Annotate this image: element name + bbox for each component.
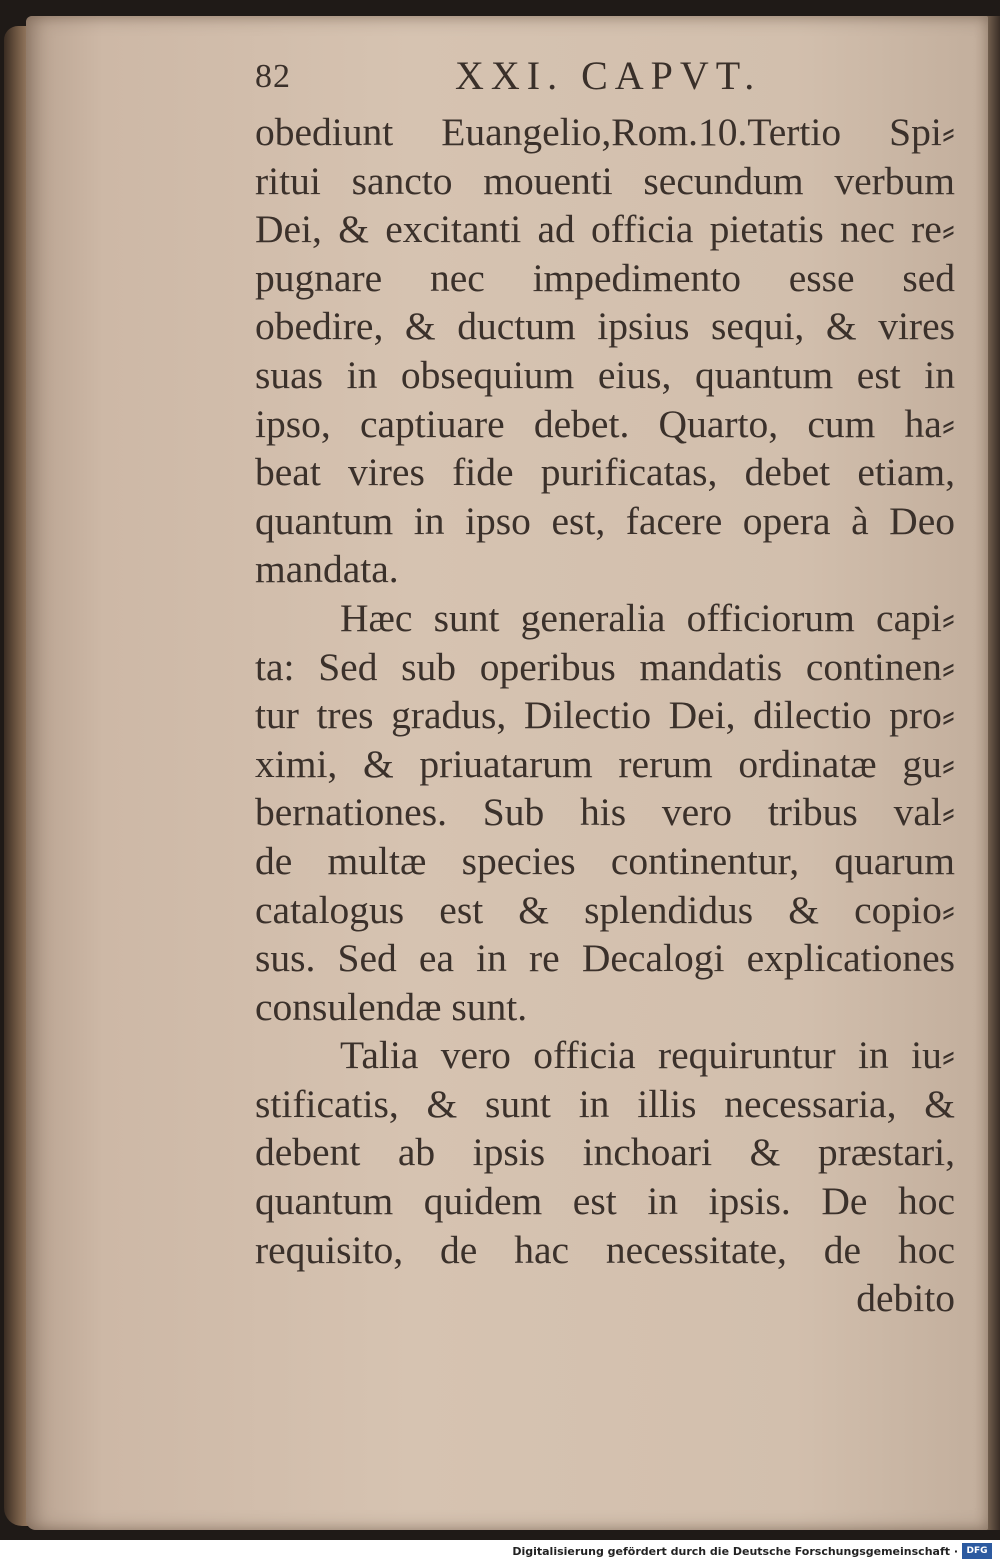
text-line: catalogus est & splendidus & copio⸗ bbox=[255, 887, 955, 932]
text-line: obediunt Euangelio,Rom.10.Tertio Spi⸗ bbox=[255, 110, 955, 154]
paragraph-first-line: Hæc sunt generalia officiorum capi⸗ bbox=[340, 595, 955, 640]
text-line: Dei, & excitanti ad officia pietatis nec re⸗ bbox=[255, 207, 955, 252]
text-line: quantum quidem est in ipsis. De hoc bbox=[255, 1179, 955, 1224]
text-line: bernationes. Sub his vero tribus val⸗ bbox=[255, 790, 955, 835]
text-line: debent ab ipsis inchoari & præstari, bbox=[255, 1130, 955, 1175]
footer-credit: Digitalisierung gefördert durch die Deutsche Forschungsgemeinschaft · bbox=[512, 1545, 958, 1558]
text-line: requisito, de hac necessitate, de hoc bbox=[255, 1227, 955, 1272]
page-right-edge bbox=[986, 16, 1000, 1530]
text-line: ximi, & priuatarum rerum ordinatæ gu⸗ bbox=[255, 741, 955, 786]
text-line: ta: Sed sub operibus mandatis continen⸗ bbox=[255, 644, 955, 689]
paragraph-first-line: Talia vero officia requiruntur in iu⸗ bbox=[340, 1033, 955, 1078]
text-line: pugnare nec impedimento esse sed bbox=[255, 255, 955, 300]
body-text bbox=[255, 108, 955, 1323]
dfg-logo-icon: DFG bbox=[962, 1543, 992, 1559]
text-line: beat vires fide purificatas, debet etiam, bbox=[255, 450, 955, 495]
text-line: obedire, & ductum ipsius sequi, & vires bbox=[255, 304, 955, 349]
running-head: XXI. CAPVT. bbox=[455, 53, 762, 98]
text-line: consulendæ sunt. bbox=[255, 984, 528, 1029]
text-line: tur tres gradus, Dilectio Dei, dilectio pro⸗ bbox=[255, 693, 955, 738]
text-line: ipso, captiuare debet. Quarto, cum ha⸗ bbox=[255, 401, 955, 446]
text-line: de multæ species continentur, quarum bbox=[255, 838, 955, 883]
text-line: ritui sancto mouenti secundum verbum bbox=[255, 158, 955, 203]
text-line: quantum in ipso est, facere opera à Deo bbox=[255, 498, 955, 543]
text-line: sus. Sed ea in re Decalogi explicationes bbox=[255, 936, 955, 981]
text-line: suas in obsequium eius, quantum est in bbox=[255, 352, 955, 397]
footer-bar bbox=[0, 1540, 1000, 1563]
text-line: mandata. bbox=[255, 547, 399, 592]
page-header bbox=[255, 52, 955, 102]
catchword: debito bbox=[856, 1276, 955, 1321]
page-number: 82 bbox=[255, 58, 291, 95]
text-line: stificatis, & sunt in illis necessaria, & bbox=[255, 1081, 955, 1126]
